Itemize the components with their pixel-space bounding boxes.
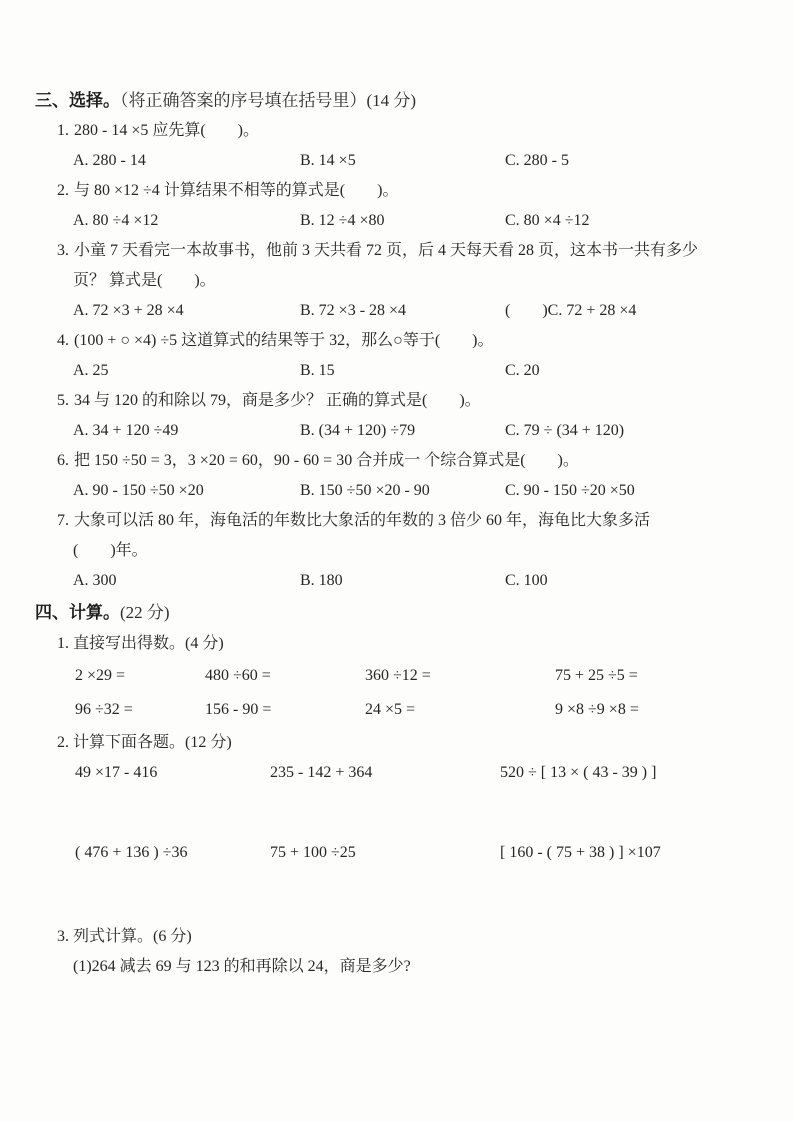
question-6-text	[35, 446, 763, 476]
question-3	[35, 236, 763, 326]
oral-expression: 360 ÷12 =	[365, 667, 431, 684]
question-1	[35, 116, 763, 176]
question-4-stem: (100 + ○ ×4) ÷5 这道算式的结果等于 32，那么○等于( )。	[74, 332, 494, 349]
section-calc	[35, 598, 763, 982]
option-b: B. 150 ÷50 ×20 - 90	[300, 482, 430, 499]
question-4-number: 4.	[57, 332, 69, 349]
question-4-text	[35, 326, 763, 356]
option-c: C. 79 ÷ (34 + 120)	[505, 422, 625, 439]
option-b: B. 14 ×5	[300, 152, 356, 169]
section-choice-instructions: （将正确答案的序号填在括号里）(14 分)	[120, 91, 417, 110]
option-c: C. 90 - 150 ÷20 ×50	[505, 482, 635, 499]
question-5-number: 5.	[57, 392, 69, 409]
section-choice-heading	[35, 86, 763, 116]
question-5-stem: 34 与 120 的和除以 79，商是多少？ 正确的算式是( )。	[74, 392, 481, 409]
calc-part2-label: 2. 计算下面各题。(12 分)	[57, 734, 232, 751]
calc-expression: 75 + 100 ÷25	[270, 844, 356, 861]
question-7-number: 7.	[57, 512, 69, 529]
oral-expression: 480 ÷60 =	[205, 667, 271, 684]
option-c: C. 100	[505, 572, 548, 589]
question-3-options	[35, 296, 763, 326]
question-2	[35, 176, 763, 236]
question-7	[35, 506, 763, 596]
question-2-options	[35, 206, 763, 236]
calc-expression: 520 ÷ [ 13 × ( 43 - 39 ) ]	[500, 764, 657, 781]
option-b: B. 72 ×3 - 28 ×4	[300, 302, 407, 319]
question-3-text	[35, 236, 763, 266]
question-6-number: 6.	[57, 452, 69, 469]
question-4-options	[35, 356, 763, 386]
calc-part1-label: 1. 直接写出得数。(4 分)	[57, 635, 224, 652]
oral-expression: 9 ×8 ÷9 ×8 =	[555, 701, 639, 718]
option-c: C. 80 ×4 ÷12	[505, 212, 590, 229]
question-3-stem: 小童 7 天看完一本故事书，他前 3 天共看 72 页，后 4 天每天看 28 页，这本书一共有多少	[74, 242, 699, 259]
question-5-text	[35, 386, 763, 416]
oral-calc-row-2	[35, 693, 763, 727]
oral-expression: 96 ÷32 =	[75, 701, 133, 718]
calc-part3-label: 3. 列式计算。(6 分)	[57, 928, 192, 945]
question-1-number: 1.	[57, 122, 69, 139]
oral-expression: 2 ×29 =	[75, 667, 126, 684]
section-choice-title: 三、选择。	[35, 91, 120, 110]
option-a: A. 280 - 14	[73, 152, 146, 169]
calc-expression: 235 - 142 + 364	[270, 764, 373, 781]
option-b: B. (34 + 120) ÷79	[300, 422, 416, 439]
option-c: C. 20	[505, 362, 540, 379]
question-7-stem: 大象可以活 80 年，海龟活的年数比大象活的年数的 3 倍少 60 年，海龟比大象多活	[74, 512, 651, 529]
question-5-options	[35, 416, 763, 446]
option-a: A. 80 ÷4 ×12	[73, 212, 159, 229]
calc-expression: 49 ×17 - 416	[75, 764, 158, 781]
question-1-stem: 280 - 14 ×5 应先算( )。	[74, 122, 260, 139]
oral-expression: 156 - 90 =	[205, 701, 272, 718]
question-2-number: 2.	[57, 182, 69, 199]
option-b: B. 12 ÷4 ×80	[300, 212, 385, 229]
written-calc-row-1	[35, 758, 763, 788]
section-calc-heading	[35, 598, 763, 628]
question-2-stem: 与 80 ×12 ÷4 计算结果不相等的算式是( )。	[74, 182, 399, 199]
option-b: B. 15	[300, 362, 335, 379]
question-5	[35, 386, 763, 446]
oral-expression: 24 ×5 =	[365, 701, 416, 718]
calc-part3-item1: (1)264 减去 69 与 123 的和再除以 24，商是多少?	[73, 958, 411, 975]
option-a: A. 72 ×3 + 28 ×4	[73, 302, 184, 319]
option-a: A. 34 + 120 ÷49	[73, 422, 179, 439]
option-c: ( )C. 72 + 28 ×4	[505, 302, 637, 319]
question-6-options	[35, 476, 763, 506]
question-7-options	[35, 566, 763, 596]
question-4	[35, 326, 763, 386]
option-c: C. 280 - 5	[505, 152, 569, 169]
calc-expression: [ 160 - ( 75 + 38 ) ] ×107	[500, 844, 661, 861]
option-a: A. 25	[73, 362, 109, 379]
oral-expression: 75 + 25 ÷5 =	[555, 667, 638, 684]
oral-calc-row-1	[35, 659, 763, 693]
option-b: B. 180	[300, 572, 343, 589]
question-1-text	[35, 116, 763, 146]
question-1-options	[35, 146, 763, 176]
question-6	[35, 446, 763, 506]
option-a: A. 90 - 150 ÷50 ×20	[73, 482, 204, 499]
question-3-stem-line2: 页？ 算式是( )。	[73, 272, 216, 289]
question-6-stem: 把 150 ÷50 = 3，3 ×20 = 60，90 - 60 = 30 合并成一 个综合算式是( )。	[74, 452, 579, 469]
question-3-number: 3.	[57, 242, 69, 259]
question-2-text	[35, 176, 763, 206]
option-a: A. 300	[73, 572, 117, 589]
section-calc-title: 四、计算。	[35, 603, 120, 622]
calc-expression: ( 476 + 136 ) ÷36	[75, 844, 188, 861]
question-7-text	[35, 506, 763, 536]
question-7-stem-line2: ( )年。	[73, 542, 148, 559]
written-calc-row-2	[35, 838, 763, 868]
section-calc-points: (22 分)	[120, 603, 170, 622]
